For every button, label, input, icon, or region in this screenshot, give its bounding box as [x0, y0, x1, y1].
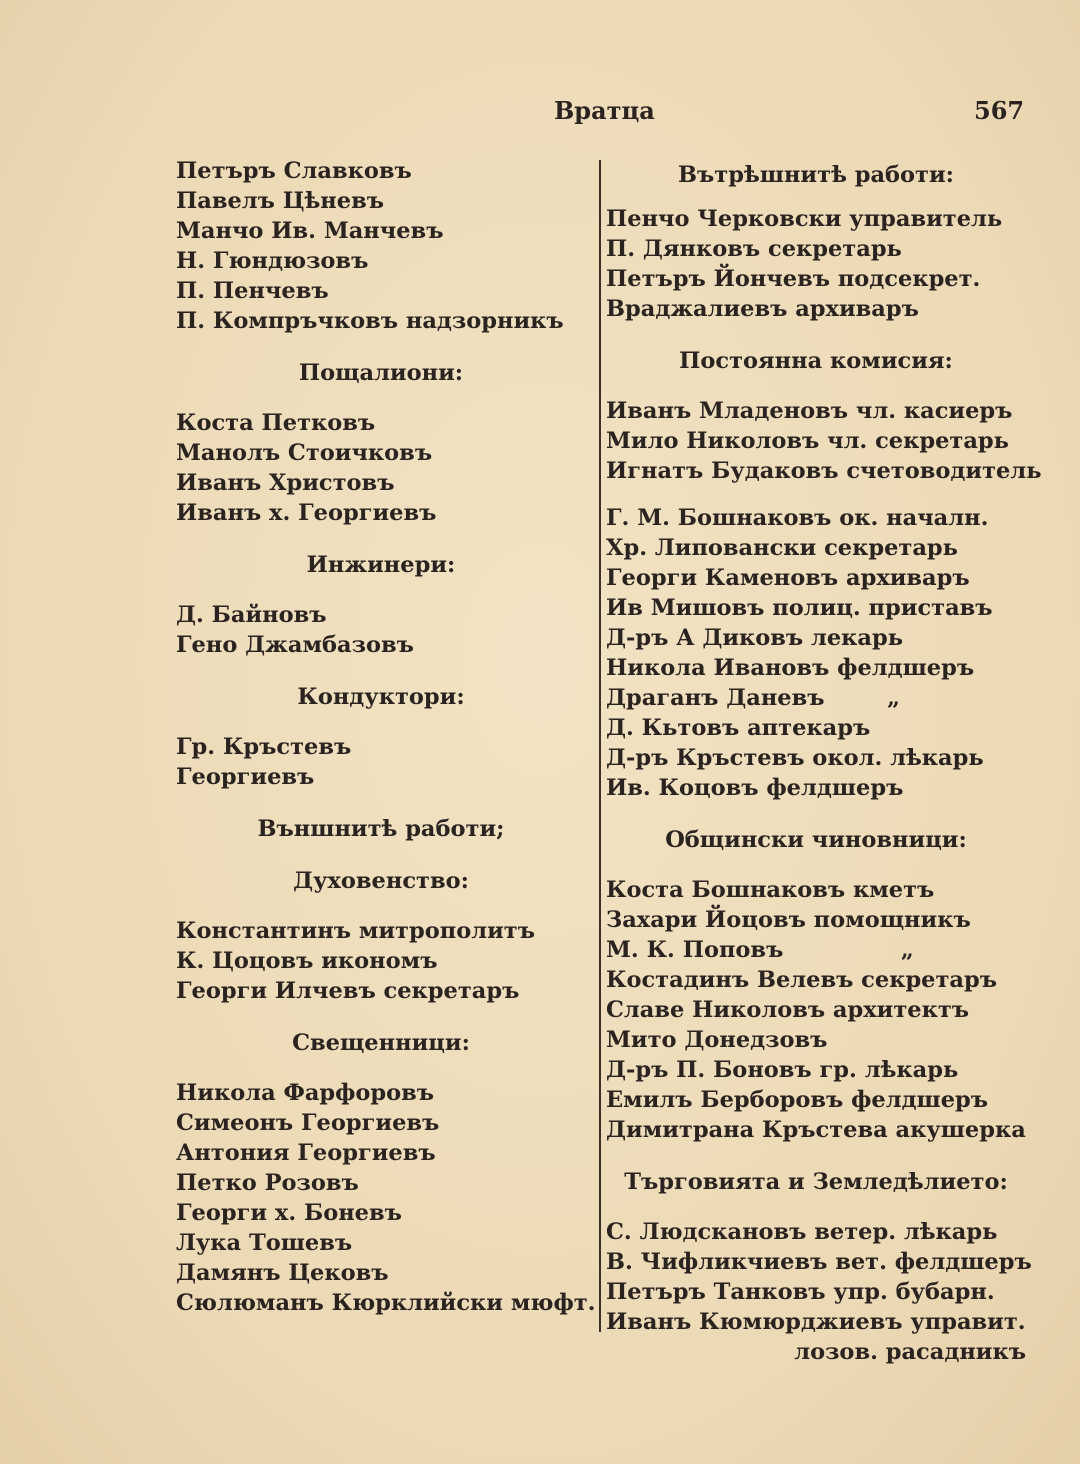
list-entry: Павелъ Цѣневъ: [176, 188, 384, 214]
column-divider: [599, 160, 601, 1332]
section: [606, 160, 1026, 324]
list-entry: Драганъ Даневъ „: [606, 685, 901, 711]
list-entry: Г. М. Бошнаковъ ок. началн.: [606, 505, 989, 531]
list-entry: Пенчо Черковски управитель: [606, 206, 1003, 232]
list-entry: Иванъ Христовъ: [176, 470, 395, 496]
list-entry: Мито Донедзовъ: [606, 1027, 828, 1053]
page-number: 567: [974, 96, 1025, 125]
list-entry: К. Цоцовъ икономъ: [176, 948, 438, 974]
list-entry: Никола Ивановъ фелдшеръ: [606, 655, 975, 681]
list-entry: Иванъ х. Георгиевъ: [176, 500, 437, 526]
section-heading: Външнитѣ работи;: [257, 816, 505, 842]
section: [606, 825, 1026, 1145]
list-entry: Петъръ Славковъ: [176, 158, 412, 184]
list-entry: Константинъ митрополитъ: [176, 918, 535, 944]
list-entry: Гр. Кръстевъ: [176, 734, 352, 760]
list-entry: Никола Фарфоровъ: [176, 1080, 435, 1106]
section-heading: Свещенници:: [292, 1030, 470, 1056]
section: [176, 1028, 596, 1318]
list-entry-continuation: лозов. расадникъ: [794, 1339, 1026, 1365]
list-entry: Коста Бошнаковъ кметъ: [606, 877, 935, 903]
list-entry: М. К. Поповъ „: [606, 937, 914, 963]
list-entry: Димитрана Кръстева акушерка: [606, 1117, 1026, 1143]
list-entry: Ив. Коцовъ фелдшеръ: [606, 775, 904, 801]
section: [176, 358, 586, 528]
list-entry: Петъръ Танковъ упр. бубарн.: [606, 1279, 995, 1305]
left-column: [176, 156, 596, 1318]
list-entry: Симеонъ Георгиевъ: [176, 1110, 440, 1136]
section-heading: Общински чиновници:: [665, 827, 967, 853]
running-title: Вратца: [554, 96, 655, 125]
list-entry: Н. Гюндюзовъ: [176, 248, 369, 274]
list-entry: Д-ръ Кръстевъ окол. лѣкарь: [606, 745, 984, 771]
list-entry: Захари Йоцовъ помощникъ: [606, 907, 971, 933]
section: [176, 866, 586, 1006]
section: [176, 550, 586, 660]
section-heading: Духовенство:: [293, 868, 469, 894]
list-entry: Игнатъ Будаковъ счетоводитель: [606, 458, 1042, 484]
list-entry: Мило Николовъ чл. секретарь: [606, 428, 1009, 454]
list-entry: П. Дянковъ секретарь: [606, 236, 902, 262]
section: [606, 346, 1042, 486]
section-gap: [606, 486, 1026, 503]
list-entry: В. Чифликчиевъ вет. фелдшеръ: [606, 1249, 1032, 1275]
list-entry: Георги Каменовъ архиваръ: [606, 565, 970, 591]
list-entry: Д. Кьтовъ аптекаръ: [606, 715, 871, 741]
list-entry: Д. Байновъ: [176, 602, 327, 628]
section-heading: Вътрѣшнитѣ работи:: [678, 162, 954, 188]
list-entry: Костадинъ Велевъ секретаръ: [606, 967, 998, 993]
list-entry: П. Компръчковъ надзорникъ: [176, 308, 564, 334]
section: [176, 814, 586, 844]
section: [176, 682, 586, 792]
list-entry: Иванъ Младеновъ чл. касиеръ: [606, 398, 1013, 424]
list-entry: Петко Розовъ: [176, 1170, 359, 1196]
list-entry: Хр. Липовански секретарь: [606, 535, 958, 561]
section-heading: Кондуктори:: [297, 684, 465, 710]
list-entry: Емилъ Берборовъ фелдшеръ: [606, 1087, 989, 1113]
list-entry: Антония Георгиевъ: [176, 1140, 436, 1166]
section-heading: Постоянна комисия:: [679, 348, 953, 374]
list-entry: Петъръ Йончевъ подсекрет.: [606, 266, 981, 292]
list-entry: Славе Николовъ архитектъ: [606, 997, 970, 1023]
section: [176, 156, 586, 336]
list-entry: Георги Илчевъ секретаръ: [176, 978, 520, 1004]
right-column: [606, 156, 1042, 1367]
list-entry: Ив Мишовъ полиц. приставъ: [606, 595, 993, 621]
list-entry: Коста Петковъ: [176, 410, 376, 436]
list-entry: Иванъ Кюмюрджиевъ управит.: [606, 1309, 1026, 1335]
list-entry: Лука Тошевъ: [176, 1230, 353, 1256]
list-entry: Георгиевъ: [176, 764, 315, 790]
list-entry: Дамянъ Цековъ: [176, 1260, 389, 1286]
section-heading: Пощалиони:: [298, 360, 464, 386]
list-entry: Гено Джамбазовъ: [176, 632, 414, 658]
list-entry: Д-ръ А Диковъ лекарь: [606, 625, 904, 651]
list-entry: С. Людскановъ ветер. лѣкарь: [606, 1219, 998, 1245]
list-entry: Д-ръ П. Боновъ гр. лѣкарь: [606, 1057, 959, 1083]
list-entry: П. Пенчевъ: [176, 278, 329, 304]
list-entry: Манолъ Стоичковъ: [176, 440, 433, 466]
section-heading: Търговията и Земледѣлието:: [624, 1169, 1008, 1195]
list-entry: Враджалиевъ архиваръ: [606, 296, 919, 322]
list-entry: Георги х. Боневъ: [176, 1200, 402, 1226]
section-heading: Инжинери:: [306, 552, 456, 578]
section: [606, 486, 1026, 803]
list-entry: Сюлюманъ Кюрклийски мюфт.: [176, 1290, 596, 1316]
list-entry: Манчо Ив. Манчевъ: [176, 218, 444, 244]
section: [606, 1167, 1032, 1367]
